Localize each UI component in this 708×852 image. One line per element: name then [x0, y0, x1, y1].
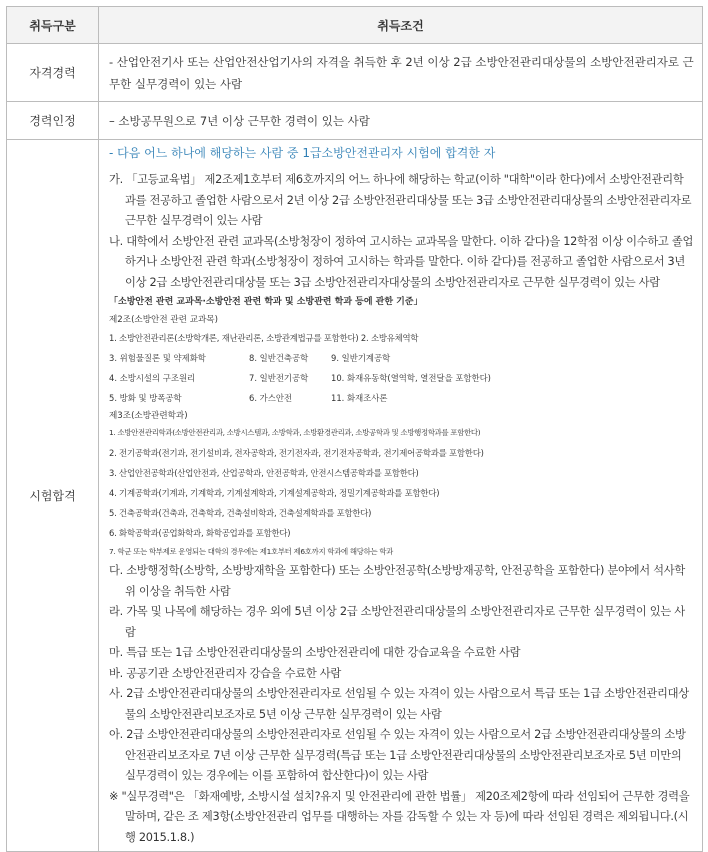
dept-item: 1. 소방안전관리학과(소방안전관리과, 소방시스템과, 소방학과, 소방환경관리과, 소방공학과 및 소방행정학과를 포함한다) — [109, 428, 481, 437]
course-item: 7. 일반전기공학 — [249, 373, 309, 383]
course-item: 11. 화재조사론 — [331, 393, 388, 403]
exam-item-ba: 바. 공공기관 소방안전관리자 강습을 수료한 사람 — [109, 666, 342, 680]
row-text-career: - 산업안전기사 또는 산업안전산업기사의 자격을 취득한 후 2년 이상 2급 소방안전관리대상물의 소방안전관리자로 근무한 실무경력이 있는 사람 — [99, 44, 703, 102]
course-item: 3. 위험물질론 및 약제화학 — [109, 353, 206, 363]
exam-intro: - 다음 어느 하나에 해당하는 사람 중 1급소방안전관리자 시험에 합격한 자 — [109, 146, 496, 160]
course-item: 6. 가스안전 — [249, 393, 293, 403]
row-label-exam: 시험합격 — [7, 140, 99, 852]
exam-item-a: 아. 2급 소방안전관리대상물의 소방안전관리자로 선임될 수 있는 자격이 있는 사람으로서 2급 소방안전관리대상물의 소방안전관리보조자로 7년 이상 근무한 실무경력(특급 또는 1급 소방안전관리대상물의 소방안전관리보조자로 5년 미만의 실무경력이 있는 경우에는 이를 포함하여 합산한다)이 있는 사람 — [109, 728, 686, 782]
article2-line1: 1. 소방안전관리론(소방학개론, 재난관리론, 소방관계법규를 포함한다) 2. 소방유체역학 — [109, 333, 419, 343]
exam-item-ra: 라. 가목 및 나목에 해당하는 경우 외에 5년 이상 2급 소방안전관리대상물의 소방안전관리자로 근무한 실무경력이 있는 사람 — [109, 605, 685, 639]
dept-item: 5. 건축공학과(건축과, 건축학과, 건축설비학과, 건축설계학과를 포함한다) — [109, 507, 372, 518]
row-label-experience: 경력인정 — [7, 102, 99, 140]
table-row — [7, 102, 703, 140]
exam-item-da: 다. 소방행정학(소방학, 소방방재학을 포함한다) 또는 소방안전공학(소방방재공학, 안전공학을 포함한다) 분야에서 석사학위 이상을 취득한 사람 — [109, 564, 685, 598]
article2-title: 제2조(소방안전 관련 교과목) — [109, 315, 218, 325]
dept-item: 6. 화학공학과(공업화학과, 화학공업과를 포함한다) — [109, 527, 291, 538]
exam-item-sa: 사. 2급 소방안전관리대상물의 소방안전관리자로 선임될 수 있는 자격이 있는 사람으로서 특급 또는 1급 소방안전관리대상물의 소방안전관리보조자로 5년 이상 근무한 실무경력이 있는 사람 — [109, 687, 689, 721]
table-row — [7, 140, 703, 852]
row-label-career: 자격경력 — [7, 44, 99, 102]
table-row — [7, 44, 703, 102]
dept-item: 7. 학군 또는 학부제로 운영되는 대학의 경우에는 제1호부터 제6호까지 학과에 해당하는 학과 — [109, 546, 394, 556]
exam-note: ※ "실무경력"은 「화재예방, 소방시설 설치?유지 및 안전관리에 관한 법률」 제20조제2항에 따라 선임되어 근무한 경력을 말하며, 같은 조 제3항(소방안전관리 업무를 대행하는 자를 감독할 수 있는 자 등)에 따라 선임된 경력은 제외됩니다.(시행 2015.1.8.) — [109, 789, 690, 844]
exam-item-ma: 마. 특급 또는 1급 소방안전관리대상물의 소방안전관리에 대한 강습교육을 수료한 사람 — [109, 646, 521, 659]
course-item: 4. 소방시설의 구조원리 — [109, 373, 196, 383]
article3-title: 제3조(소방관련학과) — [109, 411, 188, 421]
header-condition: 취득조건 — [99, 7, 703, 44]
header-category: 취득구분 — [7, 7, 99, 44]
row-text-experience: – 소방공무원으로 7년 이상 근무한 경력이 있는 사람 — [99, 102, 703, 140]
course-item: 8. 일반건축공학 — [249, 353, 309, 363]
qualification-table — [6, 6, 703, 852]
exam-item-ga: 가. 「고등교육법」 제2조제1호부터 제6호까지의 어느 하나에 해당하는 학교(이하 "대학"이라 한다)에서 소방안전관리학과를 전공하고 졸업한 사람으로서 2년 이상 2급 소방안전관리대상물 또는 3급 소방안전관리대상물의 소방안전관리자로 근무한 실무경력이 있는 사람 — [109, 173, 692, 227]
course-item: 5. 방화 및 방폭공학 — [109, 393, 182, 403]
article2-grid — [109, 348, 694, 408]
table-header-row — [7, 7, 703, 44]
dept-item: 4. 기계공학과(기계과, 기계학과, 기계설계학과, 기계설계공학과, 정밀기계공학과를 포함한다) — [109, 487, 440, 498]
course-item: 9. 일반기계공학 — [331, 353, 391, 363]
dept-item: 3. 산업안전공학과(산업안전과, 산업공학과, 안전공학과, 안전시스템공학과를 포함한다) — [109, 467, 419, 478]
exam-item-na: 나. 대학에서 소방안전 관련 교과목(소방청장이 정하여 고시하는 교과목을 말한다. 이하 같다)을 12학점 이상 이수하고 졸업하거나 소방안전 관련 학과(소방청장이 정하여 고시하는 학과를 말한다. 이하 같다)를 전공하고 졸업한 사람으로서 3년 이상 2급 소방안전관리대상물 또는 3급 소방안전관리자대상물의 소방안전관리자로 근무한 실무경력이 있는 사람 — [109, 234, 694, 289]
row-content-exam — [99, 140, 703, 852]
standard-title: 「소방안전 관련 교과목·소방안전 관련 학과 및 소방관련 학과 등에 관한 기준」 — [109, 297, 423, 307]
dept-item: 2. 전기공학과(전기과, 전기설비과, 전자공학과, 전기전자과, 전기전자공학과, 전기제어공학과를 포함한다) — [109, 447, 484, 458]
course-item: 10. 화재유동학(열역학, 열전달을 포함한다) — [331, 373, 491, 383]
